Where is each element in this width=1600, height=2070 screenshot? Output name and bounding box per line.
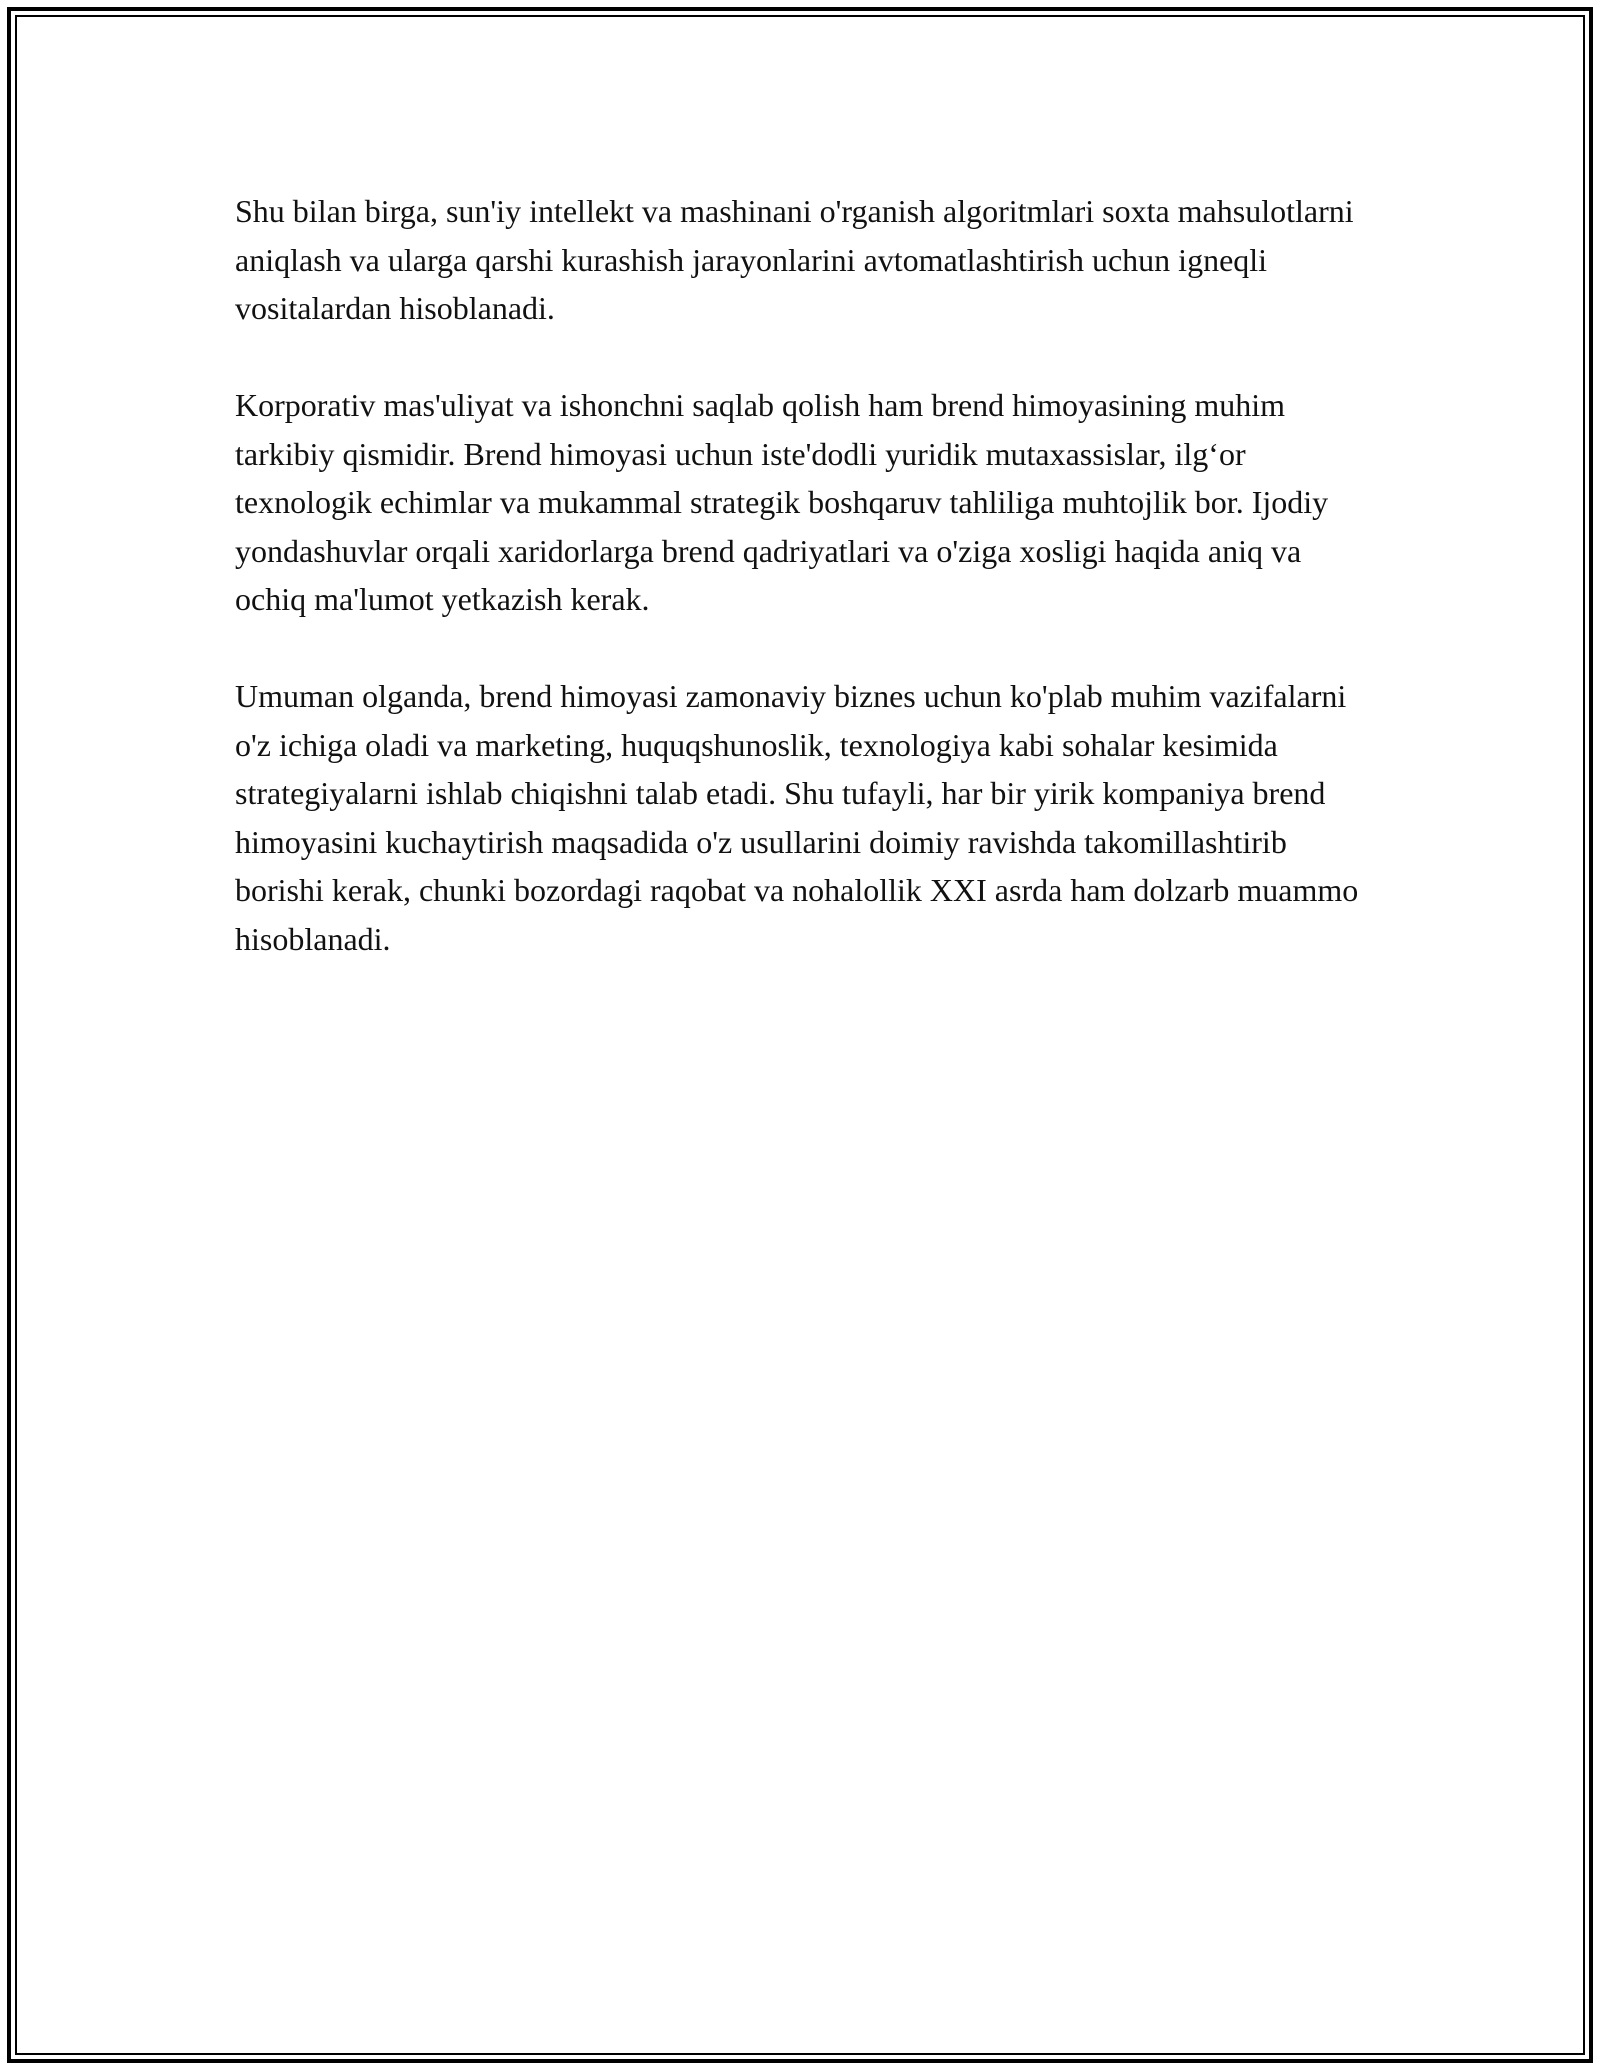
paragraph-ai-counterfeit: Shu bilan birga, sun'iy intellekt va mashinani o'rganish algoritmlari soxta mahsulotlarni aniqlash va ularga qarshi kurashish jarayonlarini avtomatlashtirish uchun igneqli vositalardan hisoblanadi.: [235, 193, 1354, 326]
paragraph-conclusion: Umuman olganda, brend himoyasi zamonaviy biznes uchun ko'plab muhim vazifalarni o'z ichiga oladi va marketing, huquqshunoslik, texnologiya kabi sohalar kesimida strategiyalarni ishlab chiqishni talab etadi. Shu tufayli, har bir yirik kompaniya brend himoyasini kuchaytirish maqsadida o'z usullarini doimiy ravishda takomillashtirib borishi kerak, chunki bozordagi raqobat va nohalollik XXI asrda ham dolzarb muammo hisoblanadi.: [235, 678, 1359, 957]
paragraph-corporate-responsibility: Korporativ mas'uliyat va ishonchni saqlab qolish ham brend himoyasining muhim tarkibiy qismidir. Brend himoyasi uchun iste'dodli yuridik mutaxassislar, ilg‘or texnologik echimlar va mukammal strategik boshqaruv tahliliga muhtojlik bor. Ijodiy yondashuvlar orqali xaridorlarga brend qadriyatlari va o'ziga xosligi haqida aniq va ochiq ma'lumot yetkazish kerak.: [235, 387, 1329, 617]
document-body: [235, 187, 1375, 1012]
